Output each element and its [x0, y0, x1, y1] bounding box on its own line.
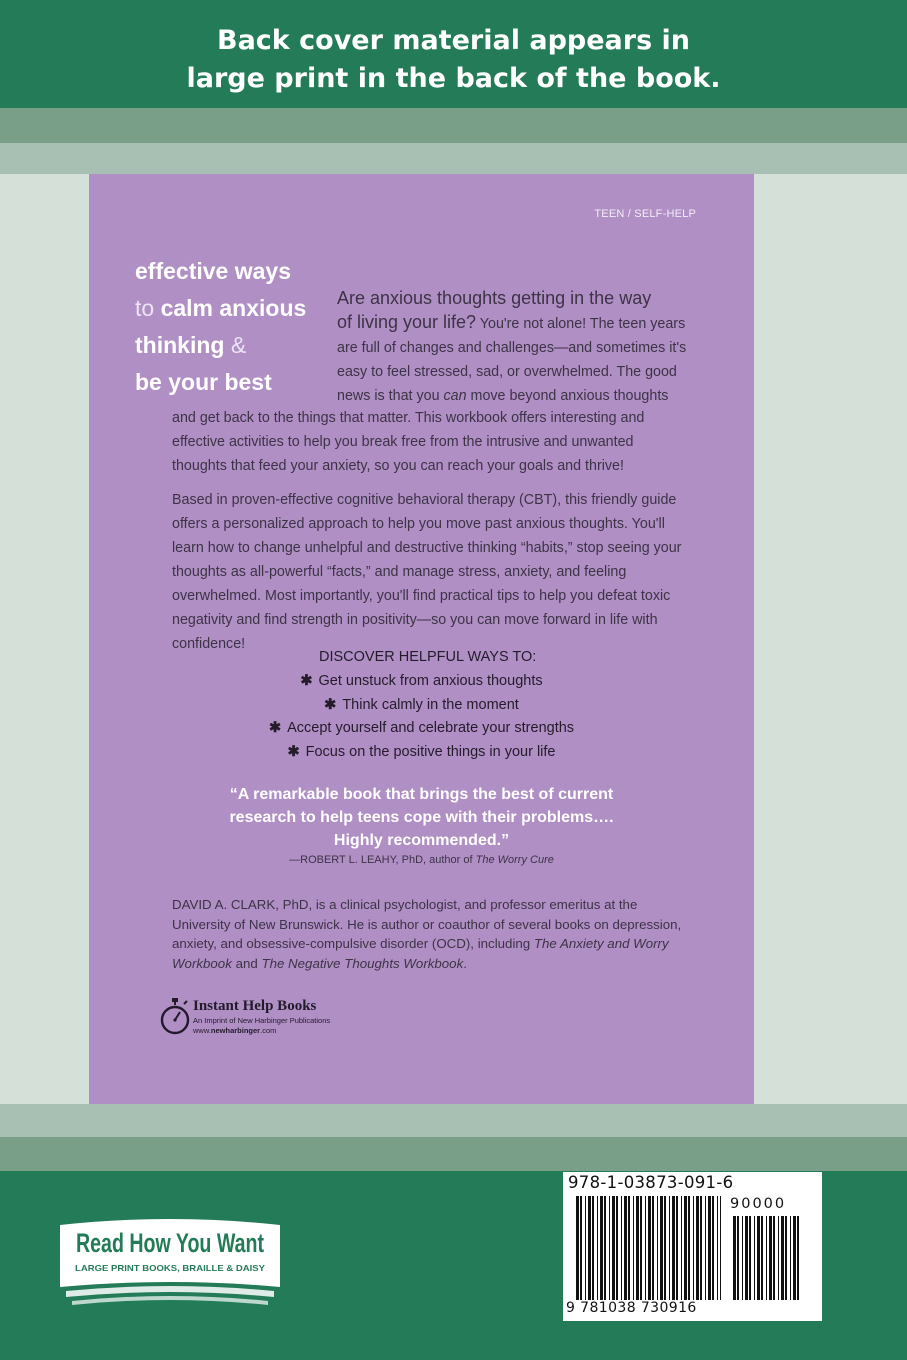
barcode-bar — [761, 1216, 763, 1300]
back-cover — [89, 174, 754, 1104]
intro-line: easy to feel stressed, sad, or overwhelmed. The good — [337, 364, 677, 380]
barcode-bar — [749, 1216, 751, 1300]
headline-word: be your best — [135, 369, 272, 395]
barcode-bar — [688, 1196, 690, 1300]
stripe-upper-dark — [0, 108, 907, 143]
barcode-bar — [652, 1196, 654, 1300]
barcode-bar — [600, 1196, 603, 1300]
list-item: ✱ Accept yourself and celebrate your strengths — [268, 720, 575, 736]
intro-line: move beyond anxious thoughts — [470, 388, 669, 404]
barcode-bar — [708, 1196, 711, 1300]
publisher-name: Instant Help Books — [193, 998, 317, 1014]
category-label: TEEN / SELF-HELP — [594, 208, 696, 220]
barcode-bar — [672, 1196, 675, 1300]
logo-wordmark: Read How You Want — [76, 1228, 264, 1258]
barcode-bar — [669, 1196, 670, 1300]
barcode-bar — [797, 1216, 799, 1300]
stripe-upper-light — [0, 143, 907, 174]
intro-question: of living your life? — [337, 312, 477, 332]
publisher-imprint: An Imprint of New Harbinger Publications — [193, 1016, 331, 1025]
barcode-bar — [609, 1196, 610, 1300]
barcode-bar — [657, 1196, 658, 1300]
barcode-bar — [700, 1196, 702, 1300]
barcode-bar — [592, 1196, 594, 1300]
intro-emphasis: can — [443, 388, 467, 404]
author-bio: DAVID A. CLARK, PhD, is a clinical psychologist, and professor emeritus at the University of New Brunswick. He is author or coauthor of several books on depression, anxiety, and obsessive-compulsive disorder (OCD), including The Anxiety and Worry Workbook and The Negative Thoughts Workbook. — [172, 897, 682, 971]
stopwatch-icon — [159, 997, 191, 1037]
notice-line-2: large print in the back of the book. — [186, 63, 721, 94]
barcode-bar — [693, 1196, 694, 1300]
barcode-bar — [585, 1196, 586, 1300]
intro-question: Are anxious thoughts getting in the way — [337, 288, 652, 308]
headline-word: thinking — [135, 332, 225, 358]
endorsement-quote: “A remarkable book that brings the best of current research to help teens cope with their problems…. Highly recommended.” — [229, 786, 614, 849]
barcode-bar — [720, 1196, 721, 1300]
book-title: The Anxiety and Worry Workbook — [172, 936, 669, 971]
barcode-bar — [676, 1196, 678, 1300]
barcode-bar — [790, 1216, 791, 1300]
barcode-bar — [624, 1196, 627, 1300]
read-how-you-want-logo — [56, 1217, 284, 1307]
book-title: The Negative Thoughts Workbook — [261, 955, 464, 971]
barcode-bar — [604, 1196, 606, 1300]
barcode-bar — [717, 1196, 718, 1300]
barcode-bar — [633, 1196, 634, 1300]
ean-number: 9 781038 730916 — [566, 1300, 697, 1316]
barcode-bar — [628, 1196, 630, 1300]
barcode-panel — [563, 1172, 822, 1321]
intro-continued: and get back to the things that matter. This workbook offers interesting and effective activities to help you break free from the intrusive and unwanted thoughts that feed your anxiety, so you can reach your goals and thrive! — [172, 410, 645, 474]
notice-line-1: Back cover material appears in — [216, 25, 691, 56]
barcode-bar — [640, 1196, 642, 1300]
barcode-bar — [781, 1216, 784, 1300]
barcode-bar — [636, 1196, 639, 1300]
barcode-bar — [745, 1216, 748, 1300]
list-item: ✱ Get unstuck from anxious thoughts — [300, 673, 543, 689]
barcode-bar — [681, 1196, 682, 1300]
isbn-number: 978-1-03873-091-6 — [568, 1173, 734, 1192]
intro-text — [337, 286, 717, 408]
barcode-bar — [773, 1216, 775, 1300]
intro-line: news is that you — [337, 388, 440, 404]
barcode-bar — [588, 1196, 591, 1300]
logo-tagline: LARGE PRINT BOOKS, BRAILLE & DAISY — [75, 1263, 266, 1273]
barcode-bar — [712, 1196, 714, 1300]
barcode-bar — [785, 1216, 787, 1300]
endorsement-attribution: —ROBERT L. LEAHY, PhD, author of The Worry Cure — [289, 854, 554, 866]
price-code: 90000 — [730, 1196, 787, 1212]
barcode-bar — [597, 1196, 598, 1300]
stripe-lower-dark — [0, 1137, 907, 1171]
stripe-lower-light — [0, 1104, 907, 1137]
barcode-bar — [696, 1196, 699, 1300]
barcode-bar — [645, 1196, 646, 1300]
top-banner — [0, 0, 907, 108]
publisher-url: www.newharbinger.com — [193, 1026, 277, 1035]
barcode-bar — [793, 1216, 796, 1300]
barcode-bar — [612, 1196, 615, 1300]
headline-connector: & — [230, 332, 247, 358]
barcode-bar — [769, 1216, 772, 1300]
publisher-logo — [159, 997, 399, 1047]
asterisk-icon: ✱ — [324, 696, 337, 713]
headline — [135, 253, 335, 401]
intro-line: are full of changes and challenges—and sometimes it's — [337, 340, 687, 356]
barcode-bar — [616, 1196, 618, 1300]
barcode-bar — [580, 1196, 582, 1300]
barcode-bar — [664, 1196, 666, 1300]
barcode-bar — [737, 1216, 739, 1300]
barcode-bar — [648, 1196, 651, 1300]
large-print-notice — [0, 22, 907, 98]
headline-word: effective ways — [135, 258, 291, 284]
list-item: ✱ Focus on the positive things in your life — [287, 743, 556, 760]
description-paragraph: Based in proven-effective cognitive behavioral therapy (CBT), this friendly guide offers a personalized approach to help you move past anxious thoughts. You'll learn how to change unhelpful and destructive thinking “habits,” stop seeing your thoughts as all-powerful “facts,” and manage stress, anxiety, and feeling overwhelmed. Most importantly, you'll find practical tips to help you defeat toxic negativity and find strength in positivity—so you can move forward in life with confidence! — [172, 492, 682, 652]
barcode-icon — [563, 1172, 822, 1321]
barcode-bar — [621, 1196, 622, 1300]
asterisk-icon: ✱ — [268, 720, 282, 736]
headline-word: calm anxious — [160, 295, 307, 321]
discover-title: DISCOVER HELPFUL WAYS TO: — [319, 649, 537, 665]
intro-line: You're not alone! The teen years — [479, 316, 686, 332]
barcode-bar — [705, 1196, 706, 1300]
barcode-bar — [778, 1216, 779, 1300]
barcode-bar — [754, 1216, 755, 1300]
asterisk-icon: ✱ — [300, 673, 313, 689]
barcode-bar — [766, 1216, 767, 1300]
headline-connector: to — [135, 295, 155, 321]
barcode-bar — [757, 1216, 760, 1300]
barcode-bar — [576, 1196, 579, 1300]
list-item: ✱ Think calmly in the moment — [324, 696, 519, 713]
barcode-bar — [733, 1216, 736, 1300]
asterisk-icon: ✱ — [287, 743, 300, 760]
barcode-bar — [742, 1216, 743, 1300]
discover-list — [89, 670, 754, 764]
barcode-bar — [684, 1196, 687, 1300]
barcode-bar — [660, 1196, 663, 1300]
